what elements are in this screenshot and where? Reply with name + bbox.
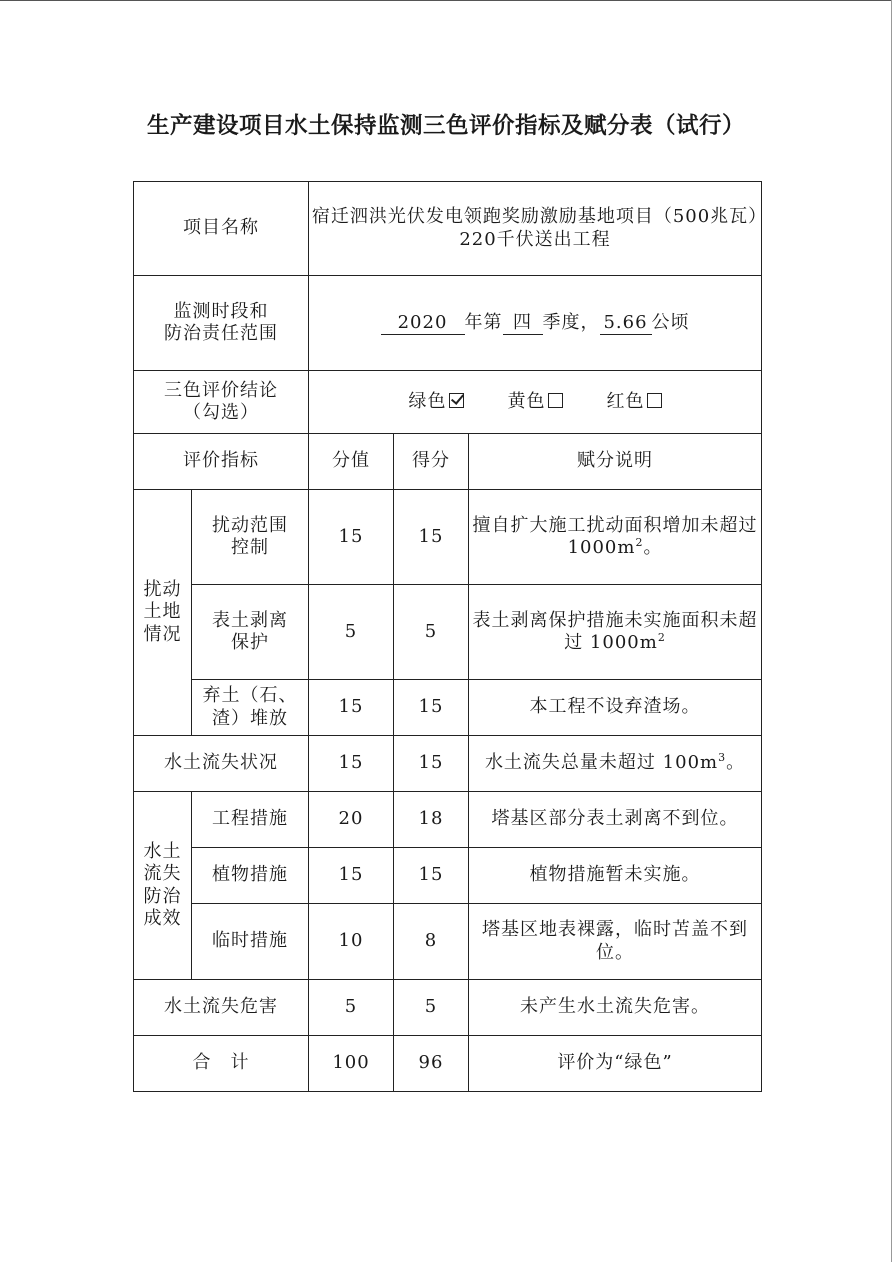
- max-score: 15: [309, 490, 394, 585]
- checkbox-icon[interactable]: [647, 393, 662, 408]
- explanation: 表土剥离保护措施未实施面积未超过 $1000m^2$: [469, 585, 762, 680]
- max-score: 10: [309, 904, 394, 980]
- table-row: [134, 904, 762, 980]
- sub-indicator: 工程措施: [192, 792, 309, 848]
- table-row: [134, 182, 762, 276]
- total-row: [134, 1036, 762, 1092]
- evaluation-table: [133, 181, 762, 1092]
- max-score: 15: [309, 680, 394, 736]
- sub-indicator: 扰动范围控制: [192, 490, 309, 585]
- header-max-score: 分值: [309, 434, 394, 490]
- explanation: 擅自扩大施工扰动面积增加未超过 $1000m^2$。: [469, 490, 762, 585]
- table-row: [134, 585, 762, 680]
- indicator-label: 水土流失危害: [134, 980, 309, 1036]
- score: 18: [394, 792, 469, 848]
- option-yellow[interactable]: [508, 391, 563, 414]
- table-row: [134, 980, 762, 1036]
- explanation: 塔基区部分表土剥离不到位。: [469, 792, 762, 848]
- table-row: [134, 848, 762, 904]
- project-name-value: 宿迁泗洪光伏发电领跑奖励激励基地项目（500兆瓦）220千伏送出工程: [309, 182, 762, 276]
- sub-indicator: 弃土（石、渣）堆放: [192, 680, 309, 736]
- explanation: 塔基区地表裸露，临时苫盖不到位。: [469, 904, 762, 980]
- max-score: 5: [309, 980, 394, 1036]
- table-row: [134, 490, 762, 585]
- checked-box-icon[interactable]: [449, 393, 464, 408]
- project-name-label: 项目名称: [134, 182, 309, 276]
- page-title: 生产建设项目水土保持监测三色评价指标及赋分表（试行）: [146, 113, 745, 139]
- header-score: 得分: [394, 434, 469, 490]
- header-indicator: 评价指标: [134, 434, 309, 490]
- quarter-suffix: 季度，: [542, 311, 600, 333]
- max-score: 15: [309, 736, 394, 792]
- score: 15: [394, 848, 469, 904]
- total-score: 96: [394, 1036, 469, 1092]
- option-green[interactable]: [409, 391, 464, 414]
- sub-indicator: 临时措施: [192, 904, 309, 980]
- table-row: [134, 371, 762, 434]
- header-explanation: 赋分说明: [469, 434, 762, 490]
- area-unit: 公顷: [651, 311, 690, 333]
- score: 8: [394, 904, 469, 980]
- explanation: 水土流失总量未超过 $100m^3$。: [469, 736, 762, 792]
- explanation: 本工程不设弃渣场。: [469, 680, 762, 736]
- table-row: [134, 792, 762, 848]
- table-header-row: [134, 434, 762, 490]
- max-score: 15: [309, 848, 394, 904]
- conclusion-label-line1: 三色评价结论: [164, 379, 278, 401]
- score: 5: [394, 585, 469, 680]
- group-disturbance: 扰动土地情况: [134, 490, 192, 736]
- explanation: 植物措施暂未实施。: [469, 848, 762, 904]
- score: 15: [394, 490, 469, 585]
- total-label: 合 计: [134, 1036, 309, 1092]
- conclusion-label: [134, 371, 309, 434]
- option-red-label: 红色: [606, 390, 645, 412]
- score: 5: [394, 980, 469, 1036]
- group-prevention: 水土流失防治成效: [134, 792, 192, 980]
- period-label: [134, 276, 309, 371]
- max-score: 20: [309, 792, 394, 848]
- sub-indicator: 表土剥离保护: [192, 585, 309, 680]
- total-explanation: 评价为“绿色”: [469, 1036, 762, 1092]
- table-row: [134, 276, 762, 371]
- explanation: 未产生水土流失危害。: [469, 980, 762, 1036]
- sub-indicator: 植物措施: [192, 848, 309, 904]
- period-label-line1: 监测时段和: [173, 300, 269, 322]
- area-value: 5.66: [600, 312, 652, 335]
- indicator-label: 水土流失状况: [134, 736, 309, 792]
- quarter-value: 四: [503, 312, 543, 335]
- max-score: 5: [309, 585, 394, 680]
- checkbox-icon[interactable]: [548, 393, 563, 408]
- year-value: 2020: [381, 312, 465, 335]
- table-row: [134, 736, 762, 792]
- score: 15: [394, 736, 469, 792]
- conclusion-label-line2: （勾选）: [183, 402, 259, 423]
- conclusion-options: [309, 371, 762, 434]
- option-green-label: 绿色: [408, 390, 447, 412]
- page-top-border: [0, 0, 892, 1]
- period-label-line2: 防治责任范围: [164, 323, 278, 344]
- table-row: [134, 680, 762, 736]
- option-yellow-label: 黄色: [507, 390, 546, 412]
- score: 15: [394, 680, 469, 736]
- period-value: [309, 276, 762, 371]
- year-suffix: 年第: [464, 311, 503, 333]
- option-red[interactable]: [607, 391, 662, 414]
- total-max-score: 100: [309, 1036, 394, 1092]
